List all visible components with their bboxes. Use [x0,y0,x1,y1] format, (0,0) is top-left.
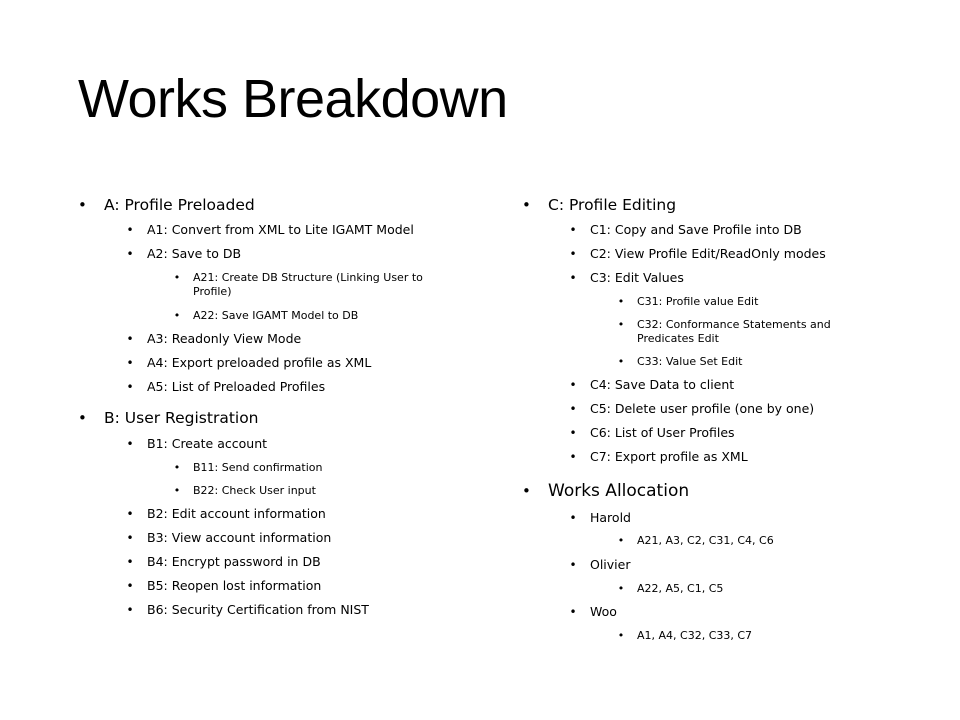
item-b11: B11: Send confirmation [193,461,323,474]
list-item-harold-tasks [617,534,774,548]
slide-title: Works Breakdown [78,69,508,129]
bullet: • [126,437,134,451]
item-b6: B6: Security Certification from NIST [147,602,369,617]
item-b22: B22: Check User input [193,484,316,497]
bullet: • [173,309,181,322]
list-item-a [78,196,255,215]
list-item-c31 [617,295,758,309]
list-item-c1 [569,222,802,238]
item-c3: C3: Edit Values [590,270,684,285]
person-harold: Harold [590,510,631,525]
bullet: • [569,558,577,572]
item-c1: C1: Copy and Save Profile into DB [590,222,802,237]
bullet: • [126,223,134,237]
bullet: • [126,531,134,545]
bullet: • [126,579,134,593]
list-item-c7 [569,449,748,465]
bullet: • [569,426,577,440]
list-item-c33 [617,355,742,369]
woo-tasks: A1, A4, C32, C33, C7 [637,629,753,642]
list-item-b22 [173,484,316,498]
bullet: • [617,355,625,368]
item-a21: A21: Create DB Structure (Linking User to Profile) [193,271,423,298]
item-a1: A1: Convert from XML to Lite IGAMT Model [147,222,414,237]
item-c2: C2: View Profile Edit/ReadOnly modes [590,246,826,261]
person-olivier: Olivier [590,557,631,572]
bullet: • [126,356,134,370]
list-item-b3 [126,530,331,546]
list-item-c32 [617,318,862,346]
item-a3: A3: Readonly View Mode [147,331,302,346]
list-item-a1 [126,222,414,238]
list-item-woo [569,604,617,620]
bullet: • [522,196,531,214]
list-item-b4 [126,554,321,570]
bullet: • [78,196,87,214]
bullet: • [173,484,181,497]
list-item-b1 [126,436,267,452]
list-item-b6 [126,602,369,618]
list-item-a4 [126,355,371,371]
item-c32: C32: Conformance Statements and Predicates Edit [637,318,831,345]
item-c7: C7: Export profile as XML [590,449,748,464]
list-item-a3 [126,331,301,347]
item-b5: B5: Reopen lost information [147,578,322,593]
list-item-c [522,196,676,215]
list-item-harold [569,510,631,526]
list-item-b5 [126,578,321,594]
list-item-olivier-tasks [617,582,723,596]
bullet: • [78,409,87,427]
item-b1: B1: Create account [147,436,268,451]
list-item-a2 [126,246,241,262]
item-c31: C31: Profile value Edit [637,295,759,308]
bullet: • [126,247,134,261]
bullet: • [617,295,625,308]
bullet: • [569,605,577,619]
bullet: • [569,450,577,464]
bullet: • [569,402,577,416]
bullet: • [617,582,625,595]
list-item-b [78,409,259,428]
works-allocation-title: Works Allocation [548,481,690,501]
bullet: • [173,461,181,474]
item-b4: B4: Encrypt password in DB [147,554,321,569]
person-woo: Woo [590,604,617,619]
section-a-title: A: Profile Preloaded [104,196,255,214]
list-item-b11 [173,461,322,475]
list-item-c5 [569,401,814,417]
item-a2: A2: Save to DB [147,246,242,261]
harold-tasks: A21, A3, C2, C31, C4, C6 [637,534,774,547]
list-item-olivier [569,557,631,573]
bullet: • [126,603,134,617]
list-item-c6 [569,425,735,441]
bullet: • [617,534,625,547]
bullet: • [569,271,577,285]
bullet: • [126,555,134,569]
bullet: • [617,629,625,642]
bullet: • [126,332,134,346]
item-c4: C4: Save Data to client [590,377,735,392]
bullet: • [173,271,181,284]
item-c33: C33: Value Set Edit [637,355,743,368]
item-b2: B2: Edit account information [147,506,326,521]
list-item-a5 [126,379,325,395]
item-a5: A5: List of Preloaded Profiles [147,379,326,394]
bullet: • [569,378,577,392]
section-c-title: C: Profile Editing [548,196,677,214]
list-item-woo-tasks [617,629,752,643]
bullet: • [569,223,577,237]
bullet: • [522,482,531,500]
bullet: • [569,247,577,261]
list-item-c4 [569,377,734,393]
item-c6: C6: List of User Profiles [590,425,735,440]
bullet: • [569,511,577,525]
list-item-c3 [569,270,684,286]
item-a22: A22: Save IGAMT Model to DB [193,309,359,322]
bullet: • [617,318,625,331]
list-item-c2 [569,246,826,262]
bullet: • [126,380,134,394]
item-a4: A4: Export preloaded profile as XML [147,355,372,370]
list-item-works [522,481,689,502]
list-item-a22 [173,309,358,323]
olivier-tasks: A22, A5, C1, C5 [637,582,724,595]
item-c5: C5: Delete user profile (one by one) [590,401,815,416]
list-item-b2 [126,506,326,522]
section-b-title: B: User Registration [104,409,259,427]
bullet: • [126,507,134,521]
item-b3: B3: View account information [147,530,332,545]
list-item-a21 [173,271,463,299]
